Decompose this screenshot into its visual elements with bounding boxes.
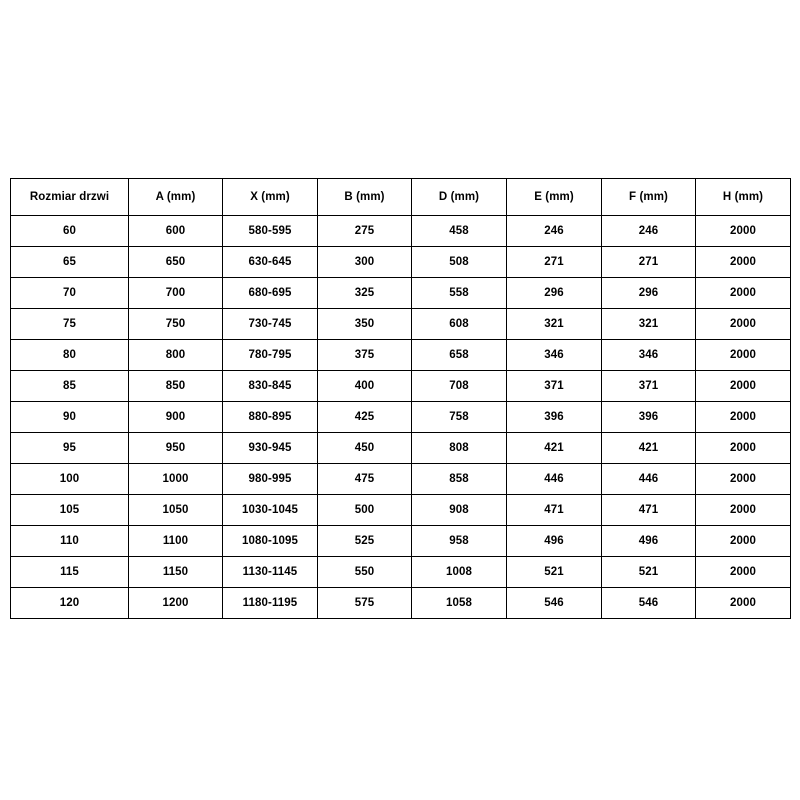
column-header-d: D (mm) [412, 179, 507, 216]
cell-b: 575 [318, 588, 412, 619]
table-row [11, 402, 791, 433]
cell-d: 758 [412, 402, 507, 433]
cell-h: 2000 [696, 588, 791, 619]
cell-d: 508 [412, 247, 507, 278]
table-row [11, 247, 791, 278]
cell-f: 471 [602, 495, 696, 526]
cell-f: 271 [602, 247, 696, 278]
cell-f: 371 [602, 371, 696, 402]
cell-f: 246 [602, 216, 696, 247]
cell-h: 2000 [696, 247, 791, 278]
cell-b: 375 [318, 340, 412, 371]
cell-x: 580-595 [223, 216, 318, 247]
cell-a: 1100 [129, 526, 223, 557]
cell-e: 371 [507, 371, 602, 402]
cell-h: 2000 [696, 526, 791, 557]
cell-b: 275 [318, 216, 412, 247]
cell-e: 296 [507, 278, 602, 309]
table-row [11, 433, 791, 464]
table-row [11, 216, 791, 247]
door-size-table [10, 178, 791, 619]
cell-b: 500 [318, 495, 412, 526]
column-header-door-size: Rozmiar drzwi [11, 179, 129, 216]
cell-d: 608 [412, 309, 507, 340]
cell-d: 1058 [412, 588, 507, 619]
cell-door-size: 85 [11, 371, 129, 402]
cell-b: 350 [318, 309, 412, 340]
cell-e: 546 [507, 588, 602, 619]
cell-e: 421 [507, 433, 602, 464]
cell-a: 900 [129, 402, 223, 433]
cell-f: 446 [602, 464, 696, 495]
cell-b: 450 [318, 433, 412, 464]
cell-h: 2000 [696, 402, 791, 433]
cell-a: 1200 [129, 588, 223, 619]
cell-e: 321 [507, 309, 602, 340]
table-row [11, 588, 791, 619]
table-header-row [11, 179, 791, 216]
cell-b: 400 [318, 371, 412, 402]
cell-door-size: 95 [11, 433, 129, 464]
column-header-e: E (mm) [507, 179, 602, 216]
cell-d: 958 [412, 526, 507, 557]
cell-b: 525 [318, 526, 412, 557]
table-row [11, 278, 791, 309]
column-header-b: B (mm) [318, 179, 412, 216]
cell-h: 2000 [696, 340, 791, 371]
cell-d: 708 [412, 371, 507, 402]
cell-x: 1180-1195 [223, 588, 318, 619]
cell-b: 425 [318, 402, 412, 433]
cell-f: 396 [602, 402, 696, 433]
table-row [11, 309, 791, 340]
table-row [11, 495, 791, 526]
cell-f: 296 [602, 278, 696, 309]
cell-x: 1130-1145 [223, 557, 318, 588]
cell-f: 321 [602, 309, 696, 340]
cell-a: 850 [129, 371, 223, 402]
cell-a: 1050 [129, 495, 223, 526]
column-header-x: X (mm) [223, 179, 318, 216]
cell-door-size: 90 [11, 402, 129, 433]
cell-door-size: 60 [11, 216, 129, 247]
cell-e: 396 [507, 402, 602, 433]
cell-b: 300 [318, 247, 412, 278]
cell-x: 730-745 [223, 309, 318, 340]
cell-door-size: 100 [11, 464, 129, 495]
cell-x: 1080-1095 [223, 526, 318, 557]
cell-x: 930-945 [223, 433, 318, 464]
cell-door-size: 115 [11, 557, 129, 588]
cell-h: 2000 [696, 278, 791, 309]
cell-door-size: 75 [11, 309, 129, 340]
cell-door-size: 120 [11, 588, 129, 619]
cell-a: 700 [129, 278, 223, 309]
cell-a: 950 [129, 433, 223, 464]
column-header-h: H (mm) [696, 179, 791, 216]
cell-door-size: 105 [11, 495, 129, 526]
cell-e: 271 [507, 247, 602, 278]
table-header [11, 179, 791, 216]
cell-h: 2000 [696, 371, 791, 402]
cell-h: 2000 [696, 557, 791, 588]
cell-e: 246 [507, 216, 602, 247]
cell-e: 346 [507, 340, 602, 371]
table-row [11, 526, 791, 557]
table-body [11, 216, 791, 619]
cell-x: 1030-1045 [223, 495, 318, 526]
cell-a: 750 [129, 309, 223, 340]
cell-d: 558 [412, 278, 507, 309]
table-row [11, 340, 791, 371]
cell-e: 446 [507, 464, 602, 495]
cell-d: 908 [412, 495, 507, 526]
cell-b: 325 [318, 278, 412, 309]
cell-b: 550 [318, 557, 412, 588]
cell-e: 496 [507, 526, 602, 557]
cell-f: 546 [602, 588, 696, 619]
column-header-a: A (mm) [129, 179, 223, 216]
cell-f: 421 [602, 433, 696, 464]
cell-e: 471 [507, 495, 602, 526]
cell-a: 600 [129, 216, 223, 247]
cell-d: 858 [412, 464, 507, 495]
column-header-f: F (mm) [602, 179, 696, 216]
cell-e: 521 [507, 557, 602, 588]
cell-x: 980-995 [223, 464, 318, 495]
cell-x: 880-895 [223, 402, 318, 433]
cell-d: 658 [412, 340, 507, 371]
cell-d: 458 [412, 216, 507, 247]
cell-h: 2000 [696, 495, 791, 526]
table-row [11, 371, 791, 402]
cell-d: 1008 [412, 557, 507, 588]
cell-x: 680-695 [223, 278, 318, 309]
cell-a: 1000 [129, 464, 223, 495]
cell-x: 630-645 [223, 247, 318, 278]
table-row [11, 557, 791, 588]
cell-f: 521 [602, 557, 696, 588]
cell-h: 2000 [696, 433, 791, 464]
cell-f: 496 [602, 526, 696, 557]
cell-x: 830-845 [223, 371, 318, 402]
cell-door-size: 110 [11, 526, 129, 557]
cell-a: 800 [129, 340, 223, 371]
cell-b: 475 [318, 464, 412, 495]
cell-h: 2000 [696, 309, 791, 340]
cell-a: 1150 [129, 557, 223, 588]
cell-a: 650 [129, 247, 223, 278]
cell-h: 2000 [696, 216, 791, 247]
size-table-sheet [10, 178, 790, 619]
cell-door-size: 80 [11, 340, 129, 371]
cell-door-size: 70 [11, 278, 129, 309]
table-row [11, 464, 791, 495]
cell-f: 346 [602, 340, 696, 371]
cell-x: 780-795 [223, 340, 318, 371]
cell-h: 2000 [696, 464, 791, 495]
cell-door-size: 65 [11, 247, 129, 278]
cell-d: 808 [412, 433, 507, 464]
